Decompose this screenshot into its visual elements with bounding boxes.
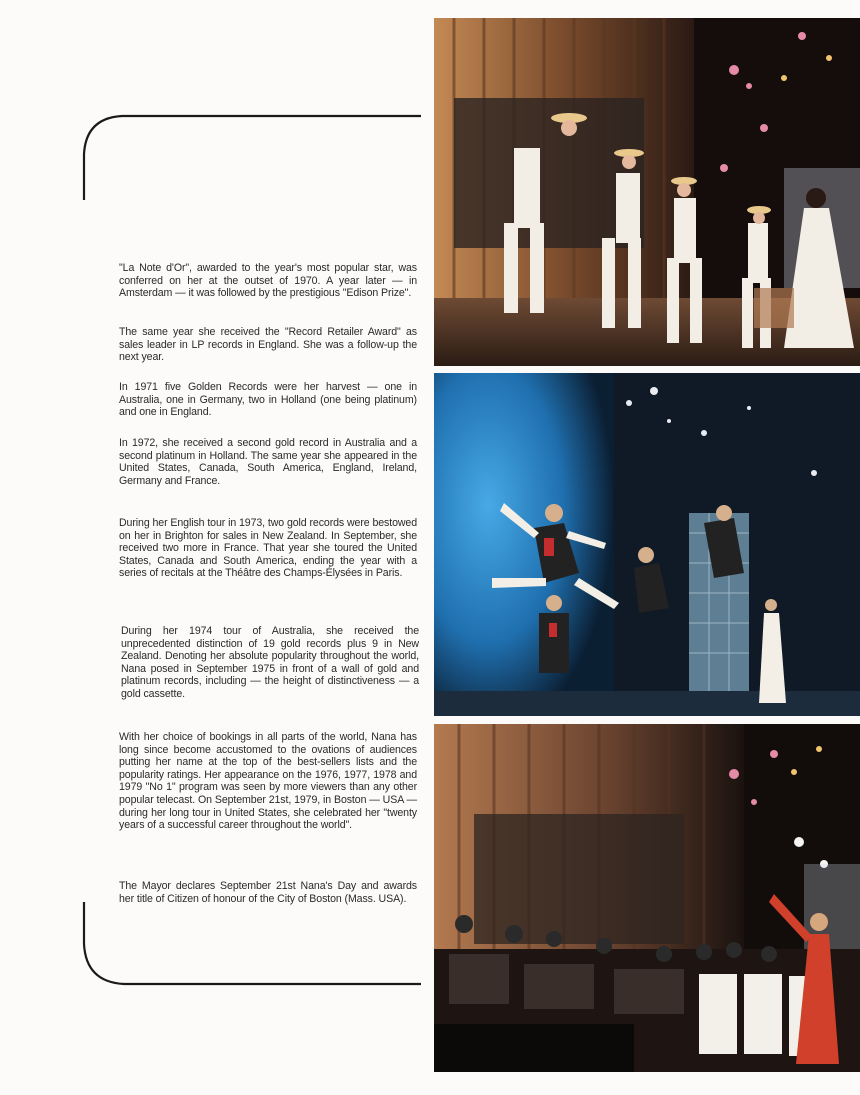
paragraph-record-retailer: The same year she received the "Record Retailer Award" as sales leader in LP records in England. She was a follow-up the next year. (119, 326, 417, 364)
paragraph-note-dor: "La Note d'Or", awarded to the year's most popular star, was conferred on her at the outset of 1970. A year later — in Amsterdam — it was followed by the prestigious "Edison Prize". (119, 262, 417, 300)
paragraph-1973: During her English tour in 1973, two gold records were bestowed on her in Brighton for sales in New Zealand. In September, she received two more in France. That year she toured the United States, Canada and South America, ending the year with a series of recitals at the Théâtre des Champs-Élysées in Paris. (119, 517, 417, 580)
paragraph-bookings: With her choice of bookings in all parts of the world, Nana has long since become accustomed to the ovations of audiences putting her name at the top of the best-sellers lists and the popularity ratings. Her appearance on the 1976, 1977, 1978 and 1979 "No 1" program was seen by more viewers than any other popular telecast. On September 21st, 1979, in Boston — USA — during her long tour in United States, she celebrated her "twenty years of a successful career throughout the world". (119, 731, 417, 832)
paragraph-mayor: The Mayor declares September 21st Nana's Day and awards her title of Citizen of honour of the City of Boston (Mass. USA). (119, 880, 417, 905)
bottom-bracket (78, 900, 423, 990)
photo-dancers-straw-hats (434, 18, 860, 366)
paragraph-1974: During her 1974 tour of Australia, she received the unprecedented distinction of 19 gold records plus 9 in New Zealand. Denoting her absolute popularity throughout the world, Nana posed in September 1975 in front of a wall of gold and platinum records, including — the height of distinctiveness — a gold cassette. (121, 625, 419, 700)
paragraph-1972: In 1972, she received a second gold record in Australia and a second platinum in Holland. The same year she appeared in the United States, Canada, South America, England, Ireland, Germany and France. (119, 437, 417, 487)
paragraph-1971: In 1971 five Golden Records were her harvest — one in Australia, one in Germany, two in Holland (one being platinum) and one in England. (119, 381, 417, 419)
top-bracket (78, 112, 423, 202)
photo-blue-stage-dancers (434, 373, 860, 716)
photo-orchestra-singer-red (434, 724, 860, 1072)
